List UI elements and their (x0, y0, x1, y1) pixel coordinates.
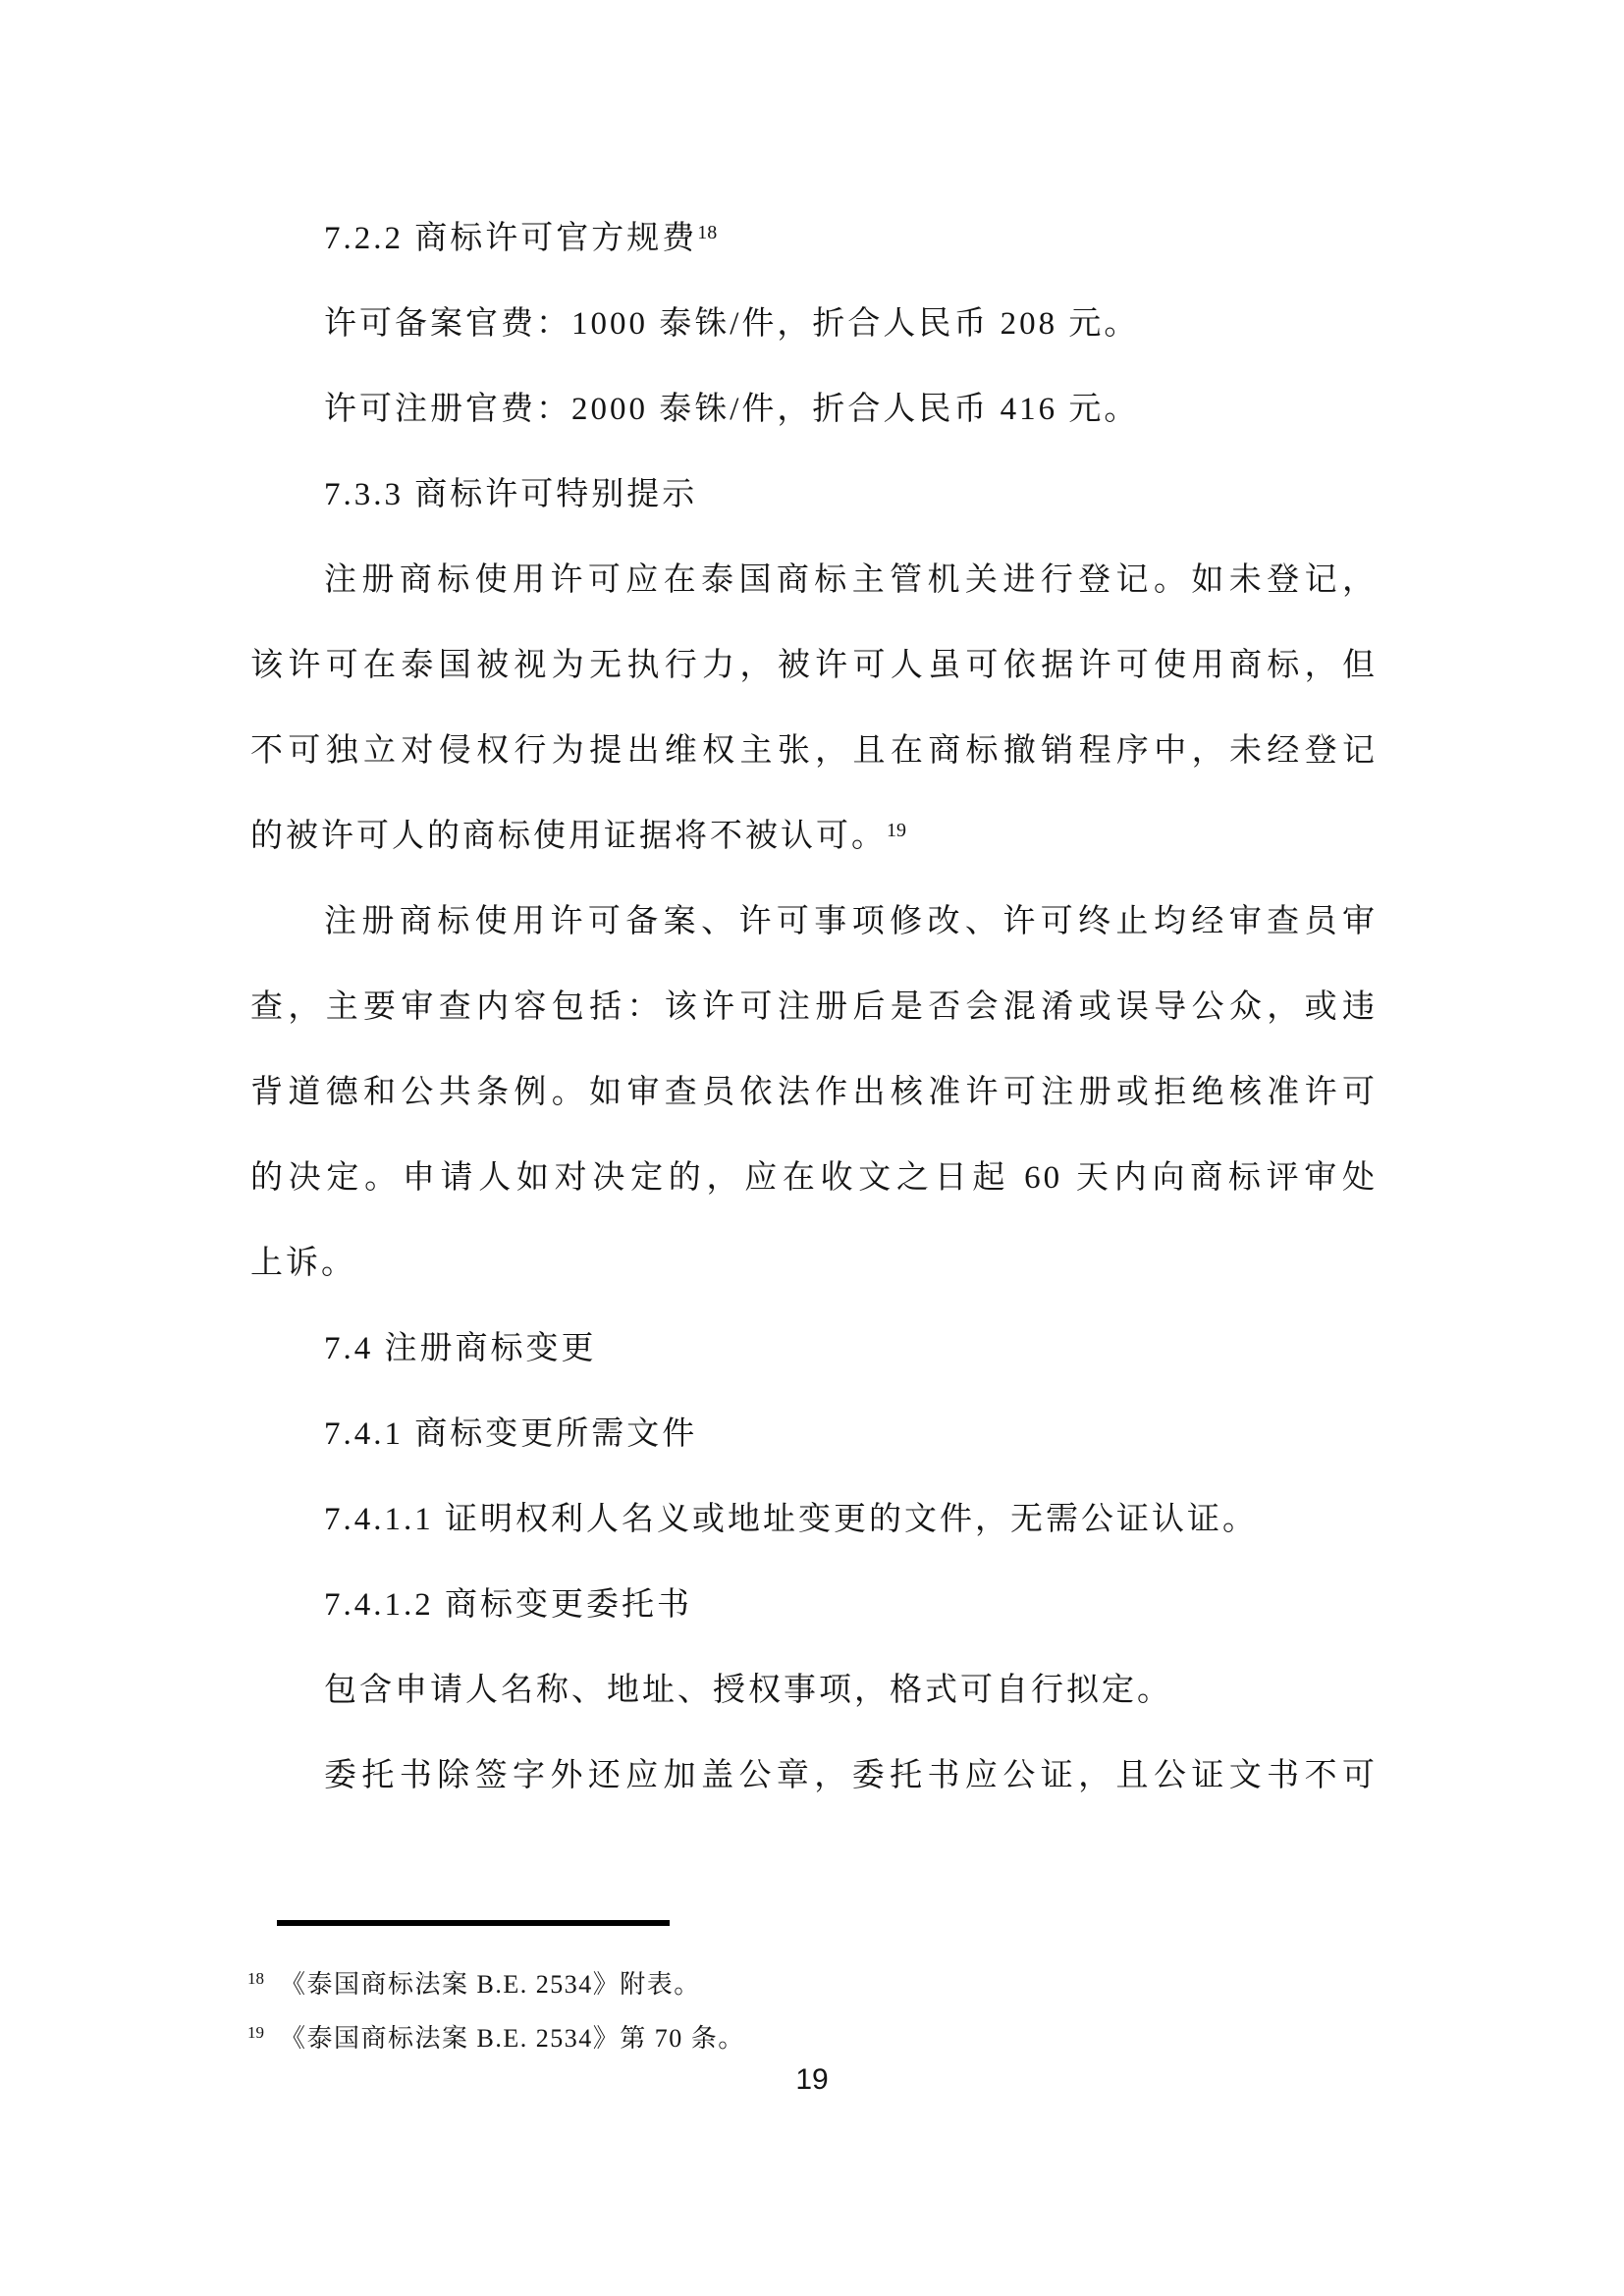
footnote-text: 《泰国商标法案 B.E. 2534》附表。 (280, 1970, 701, 1999)
page-number: 19 (795, 2063, 829, 2096)
body-line (250, 1050, 1378, 1136)
footnote-separator (277, 1920, 670, 1926)
heading-text: 7.3.3 商标许可特别提示 (324, 477, 698, 512)
heading-7-4-1 (250, 1392, 1378, 1477)
heading-7-4 (250, 1307, 1378, 1392)
heading-7-3-3 (250, 453, 1378, 538)
body-line (250, 1648, 1378, 1734)
body-line (250, 538, 1378, 623)
footnote-text: 《泰国商标法案 B.E. 2534》第 70 条。 (280, 2024, 745, 2053)
body-text: 许可注册官费：2000 泰铢/件，折合人民币 416 元。 (324, 392, 1140, 427)
body-line (250, 1221, 1378, 1307)
body-text: 委托书除签字外还应加盖公章，委托书应公证，且公证文书不可 (324, 1758, 1378, 1793)
body-line (250, 1734, 1378, 1819)
body-text: 注册商标使用许可备案、许可事项修改、许可终止均经审查员审 (324, 904, 1378, 939)
body-line (250, 794, 1378, 880)
heading-text: 7.4.1.2 商标变更委托书 (324, 1587, 692, 1623)
body-line (250, 880, 1378, 965)
heading-7-4-1-1 (250, 1477, 1378, 1563)
body-line (250, 1136, 1378, 1221)
body-line (250, 367, 1378, 453)
body-text: 的决定。申请人如对决定的，应在收文之日起 60 天内向商标评审处 (250, 1160, 1378, 1196)
heading-7-2-2 (250, 196, 1378, 282)
body-text: 不可独立对侵权行为提出维权主张，且在商标撤销程序中，未经登记 (250, 733, 1378, 769)
heading-7-4-1-2 (250, 1563, 1378, 1648)
footnote (247, 2005, 1377, 2059)
body-text: 上诉。 (250, 1246, 356, 1281)
body-text: 该许可在泰国被视为无执行力，被许可人虽可依据许可使用商标，但 (250, 648, 1378, 683)
body-text: 许可备案官费：1000 泰铢/件，折合人民币 208 元。 (324, 306, 1140, 342)
footnote-ref-19: 19 (887, 820, 906, 841)
heading-text: 7.4.1.1 证明权利人名义或地址变更的文件，无需公证认证。 (324, 1502, 1258, 1537)
body-text: 的被许可人的商标使用证据将不被认可。 (250, 819, 887, 854)
footnote (247, 1951, 1377, 2005)
body-line (250, 623, 1378, 709)
footnote-marker: 19 (247, 2023, 264, 2042)
heading-text: 7.4 注册商标变更 (324, 1331, 597, 1366)
footnotes-section (247, 1951, 1377, 2059)
body-line (250, 709, 1378, 794)
body-text: 包含申请人名称、地址、授权事项，格式可自行拟定。 (324, 1673, 1172, 1708)
document-body (250, 196, 1378, 1819)
body-text: 背道德和公共条例。如审查员依法作出核准许可注册或拒绝核准许可 (250, 1075, 1378, 1110)
body-text: 注册商标使用许可应在泰国商标主管机关进行登记。如未登记， (324, 562, 1378, 598)
footnote-marker: 18 (247, 1969, 264, 1988)
body-line (250, 965, 1378, 1050)
body-text: 查，主要审查内容包括：该许可注册后是否会混淆或误导公众，或违 (250, 989, 1378, 1025)
heading-text: 7.2.2 商标许可官方规费 (324, 221, 698, 256)
body-line (250, 282, 1378, 367)
footnote-ref-18: 18 (697, 222, 718, 243)
heading-text: 7.4.1 商标变更所需文件 (324, 1416, 698, 1452)
